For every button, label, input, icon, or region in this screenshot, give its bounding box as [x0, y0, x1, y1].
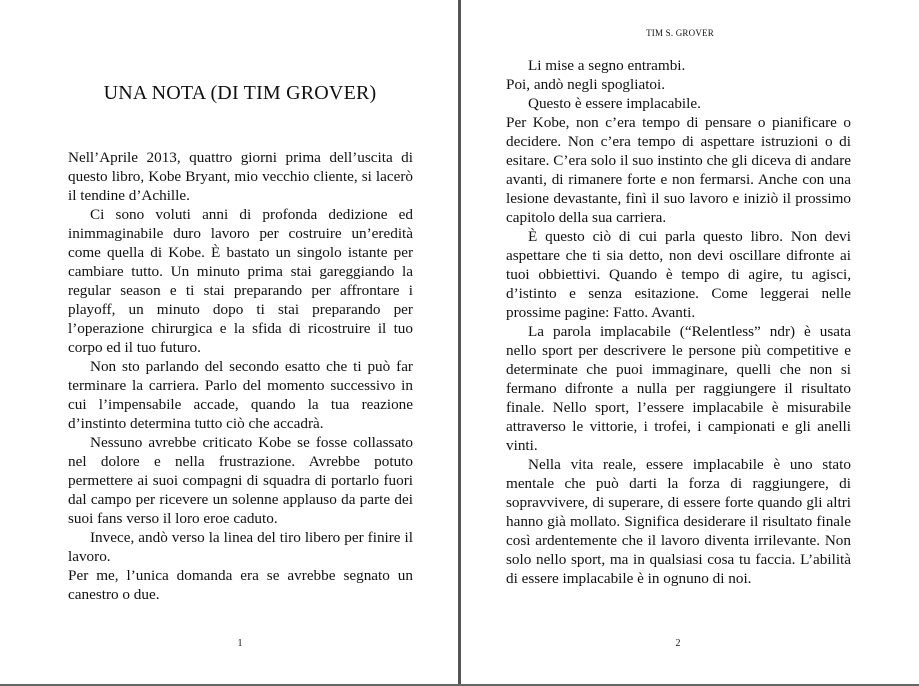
- page-number-left: 1: [237, 638, 243, 649]
- running-header: TIM S. GROVER: [646, 28, 714, 38]
- chapter-title: UNA NOTA (DI TIM GROVER): [103, 82, 377, 104]
- paragraph: Per Kobe, non c’era tempo di pensare o pianificare o decidere. Non c’era tempo di aspettare istruzioni o di esitare. C’era solo il suo instinto che gli diceva di andare avanti, di rimanere forte e non fermarsi. Anche con una lesione devastante, finì il suo lavoro e iniziò il prossimo capitolo della sua carriera.: [506, 114, 851, 226]
- paragraph: Li mise a segno entrambi.: [528, 57, 686, 74]
- paragraph: Nell’Aprile 2013, quattro giorni prima dell’uscita di questo libro, Kobe Bryant, mio vecchio cliente, si lacerò il tendine d’Achille.: [68, 149, 413, 204]
- paragraph: Per me, l’unica domanda era se avrebbe segnato un canestro o due.: [68, 567, 413, 603]
- right-page-body: [506, 56, 851, 588]
- page-number-right: 2: [675, 638, 681, 649]
- paragraph: Poi, andò negli spogliatoi.: [506, 76, 666, 93]
- left-page-body: [68, 148, 413, 604]
- paragraph: Invece, andò verso la linea del tiro libero per finire il lavoro.: [68, 529, 413, 565]
- paragraph: Ci sono voluti anni di profonda dedizione ed inimmaginabile duro lavoro per costruire un’eredità come quella di Kobe. È bastato un singolo istante per cambiare tutto. Un minuto prima stai gareggiando la regular season e ti stai preparando per affrontare i playoff, un minuto dopo ti stai preparando per l’operazione chirurgica e la sfida di ricostruire il tuo corpo ed il tuo futuro.: [68, 206, 413, 356]
- paragraph: Nella vita reale, essere implacabile è uno stato mentale che può darti la forza di raggiungere, di sopravvivere, di superare, di essere forte quando gli altri hanno già mollato. Significa desiderare il risultato finale così ardentemente che il lavoro diventa irrilevante. Non solo nello sport, ma in qualsiasi cosa tu faccia. L’abilità di essere implacabile è in ognuno di noi.: [506, 456, 851, 587]
- paragraph: Nessuno avrebbe criticato Kobe se fosse collassato nel dolore e nella frustrazione. Avrebbe potuto permettere ai suoi compagni di squadra di portarlo fuori dal campo per ricevere un solenne applauso da parte dei suoi fans verso il loro eroe caduto.: [68, 434, 413, 527]
- paragraph: È questo ciò di cui parla questo libro. Non devi aspettare che ti sia detto, non devi oscillare difronte ai tuoi obbiettivi. Quando è tempo di agire, tu agisci, d’istinto e senza esitazione. Come leggerai nelle prossime pagine: Fatto. Avanti.: [506, 228, 851, 321]
- paragraph: Questo è essere implacabile.: [528, 95, 701, 112]
- paragraph: Non sto parlando del secondo esatto che ti può far terminare la carriera. Parlo del momento successivo in cui l’impensabile accade, quando la tua reazione d’instinto determina tutto ciò che accadrà.: [68, 358, 413, 432]
- left-page: [0, 0, 458, 686]
- paragraph: La parola implacabile (“Relentless” ndr) è usata nello sport per descrivere le persone più competitive e determinate che puoi immaginare, quelli che non si fermano difronte a nulla per raggiungere il risultato finale. Nello sport, l’essere implacabile è misurabile attraverso le vittorie, i trofei, i campionati e gli anelli vinti.: [506, 323, 851, 454]
